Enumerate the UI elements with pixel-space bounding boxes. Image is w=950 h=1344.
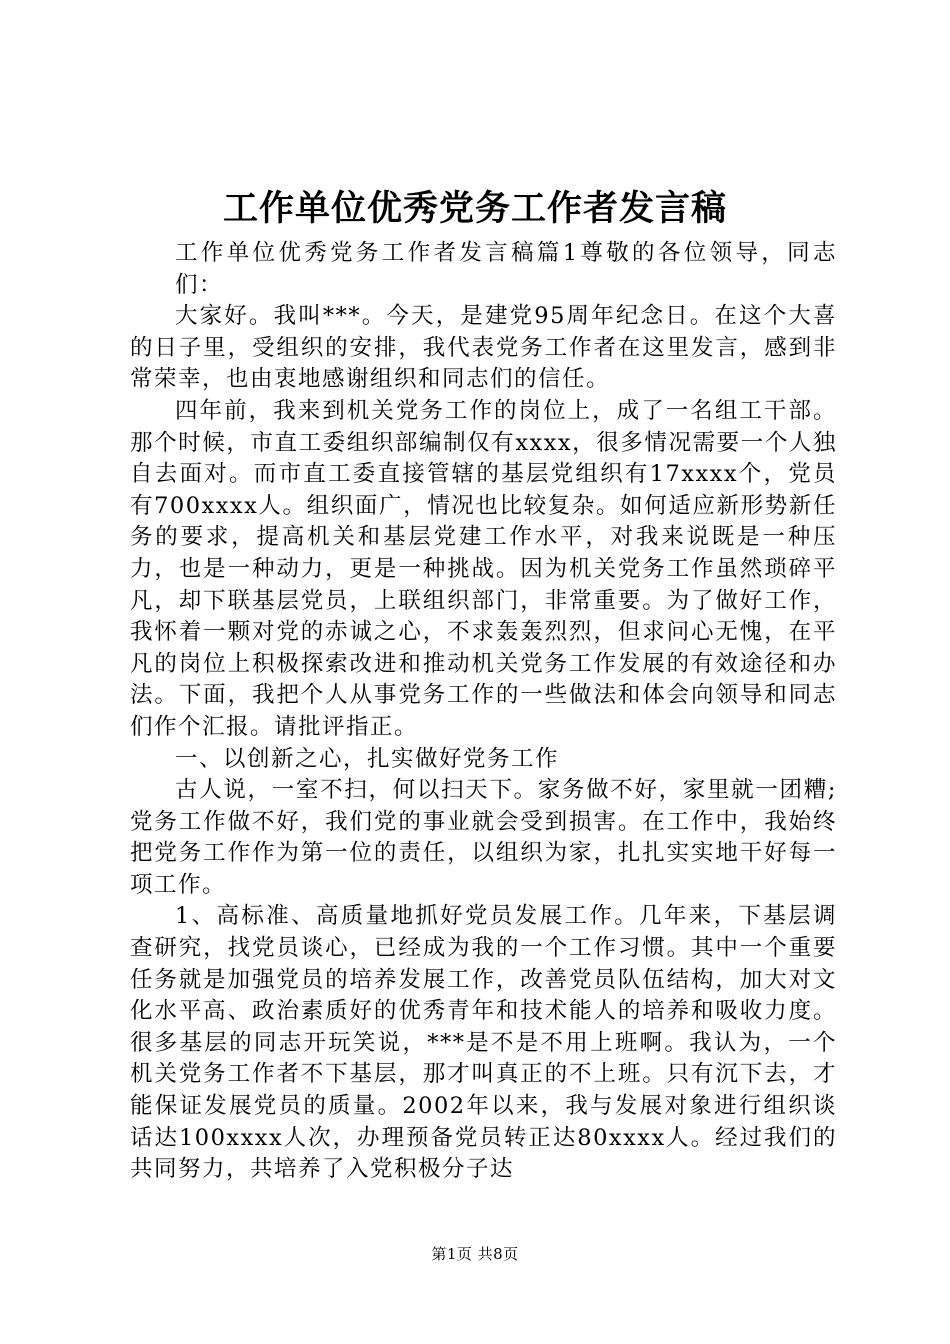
paragraph-greeting: 工作单位优秀党务工作者发言稿篇1尊敬的各位领导，同志们： <box>175 240 837 298</box>
paragraph-section-1-intro: 古人说，一室不扫，何以扫天下。家务做不好，家里就一团糟;党务工作做不好，我们党的事业就会受到损害。在工作中，我始终把党务工作作为第一位的责任，以组织为家，扎扎实实地干好每一项工作。 <box>130 777 837 898</box>
page-footer: 第1页 共8页 <box>431 1245 519 1263</box>
paragraph-background: 四年前，我来到机关党务工作的岗位上，成了一名组工干部。那个时候，市直工委组织部编制仅有xxxx，很多情况需要一个人独自去面对。而市直工委直接管辖的基层党组织有17xxxx个，党员有700xxxx人。组织面广，情况也比较复杂。如何适应新形势新任务的要求，提高机关和基层党建工作水平，对我来说既是一种压力，也是一种动力，更是一种挑战。因为机关党务工作虽然琐碎平凡，却下联基层党员，上联组织部门，非常重要。为了做好工作，我怀着一颗对党的赤诚之心，不求轰轰烈烈，但求问心无愧，在平凡的岗位上积极探索改进和推动机关党务工作发展的有效途径和办法。下面，我把个人从事党务工作的一些做法和体会向领导和同志们作个汇报。请批评指正。 <box>130 397 837 740</box>
paragraph-opening: 大家好。我叫***。今天，是建党95周年纪念日。在这个大喜的日子里，受组织的安排，我代表党务工作者在这里发言，感到非常荣幸，也由衷地感谢组织和同志们的信任。 <box>130 303 837 393</box>
section-heading-1: 一、以创新之心，扎实做好党务工作 <box>175 745 560 772</box>
paragraph-item-1: 1、高标准、高质量地抓好党员发展工作。几年来，下基层调查研究，找党员谈心，已经成为我的一个工作习惯。其中一个重要任务就是加强党员的培养发展工作，改善党员队伍结构，加大对文化水平高、政治素质好的优秀青年和技术能人的培养和吸收力度。很多基层的同志开玩笑说，***是不是不用上班啊。我认为，一个机关党务工作者不下基层，那才叫真正的不上班。只有沉下去，才能保证发展党员的质量。2002年以来，我与发展对象进行组织谈话达100xxxx人次，办理预备党员转正达80xxxx人。经过我们的共同努力，共培养了入党积极分子达 <box>130 903 837 1183</box>
document-body <box>130 238 837 1186</box>
document-title: 工作单位优秀党务工作者发言稿 <box>222 188 727 229</box>
